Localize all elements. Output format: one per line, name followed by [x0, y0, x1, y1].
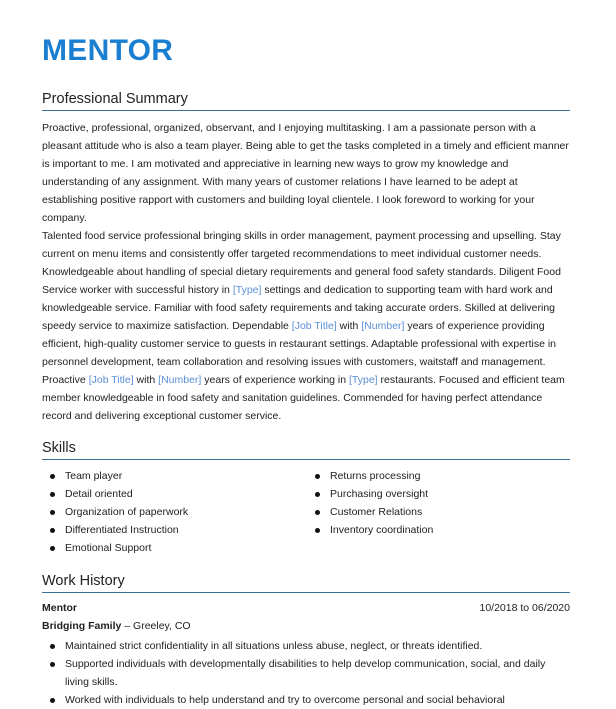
placeholder-number: [Number]: [158, 374, 202, 386]
company-separator: –: [121, 620, 134, 632]
skill-item: Emotional Support: [42, 539, 188, 557]
job-company-line: [42, 620, 191, 632]
summary-text: years of experience providing efficient, high-quality customer service to guests in restaurant settings. Adaptable professional with expertise in personnel development, team collaboration and resolving issues with customers, waitstaff and management. Proactive: [42, 320, 556, 386]
duty-item: Supported individuals with developmentally disabilities to help develop communication, social, and daily living skills.: [42, 655, 570, 691]
section-heading-skills: Skills: [42, 439, 570, 460]
resume-name: MENTOR: [42, 34, 174, 67]
duty-item: Maintained strict confidentiality in all situations unless abuse, neglect, or threats identified.: [42, 637, 570, 655]
skills-list-left: [42, 467, 188, 557]
section-heading-work-history: Work History: [42, 572, 570, 593]
summary-text: restaurants. Focused and efficient team member knowledgeable in food safety and sanitation guidelines. Commended for having perfect attendance record and delivering exceptional customer service.: [42, 374, 565, 422]
job-duties-list: [42, 637, 570, 709]
skill-item: Differentiated Instruction: [42, 521, 188, 539]
placeholder-job-title: [Job Title]: [88, 374, 134, 386]
placeholder-job-title: [Job Title]: [291, 320, 337, 332]
skill-item: Team player: [42, 467, 188, 485]
summary-text: years of experience working in: [201, 374, 349, 386]
placeholder-number: [Number]: [361, 320, 405, 332]
skill-item: Organization of paperwork: [42, 503, 188, 521]
skill-item: Purchasing oversight: [307, 485, 433, 503]
skill-item: Customer Relations: [307, 503, 433, 521]
company-name: Bridging Family: [42, 620, 122, 632]
summary-paragraph-2: [42, 227, 572, 425]
duty-item: Worked with individuals to help understand and try to overcome personal and social behavioral: [42, 691, 570, 709]
job-title: Mentor: [42, 602, 77, 614]
placeholder-type: [Type]: [232, 284, 262, 296]
summary-text: Talented food service professional bringing skills in order management, payment processing and upselling. Stay current on menu items and consistently offer targeted recommendations to meet individual customer needs. Knowledgeable about handling of special dietary requirements and general food safety standards. Diligent Food Service worker with successful history in: [42, 230, 561, 296]
section-heading-professional-summary: Professional Summary: [42, 90, 570, 111]
placeholder-type: [Type]: [349, 374, 378, 386]
skill-item: Detail oriented: [42, 485, 188, 503]
summary-text: settings and dedication to supporting team with hard work and knowledgeable service. Familiar with food safety requirements and taking accurate orders. Skilled at delivering speedy service to maximize satisfaction. Dependable: [42, 284, 556, 332]
summary-paragraph-1: Proactive, professional, organized, observant, and I enjoying multitasking. I am a passionate person with a pleasant attitude who is also a team player. Being able to get the tasks completed in a timely and efficient manner is important to me. I am motivated and appreciative in learning new ways to grow my knowledge and understanding of any assignment. With many years of customer relations I have learned to be adept at establishing positive rapport with customers and building loyal clientele. I look foreword to working for your company.: [42, 122, 569, 224]
skill-item: Returns processing: [307, 467, 433, 485]
job-dates: 10/2018 to 06/2020: [479, 602, 570, 614]
skills-list-right: [307, 467, 433, 539]
skill-item: Inventory coordination: [307, 521, 433, 539]
summary-text: with: [336, 320, 362, 332]
summary-text: with: [133, 374, 159, 386]
company-location: Greeley, CO: [133, 620, 191, 632]
